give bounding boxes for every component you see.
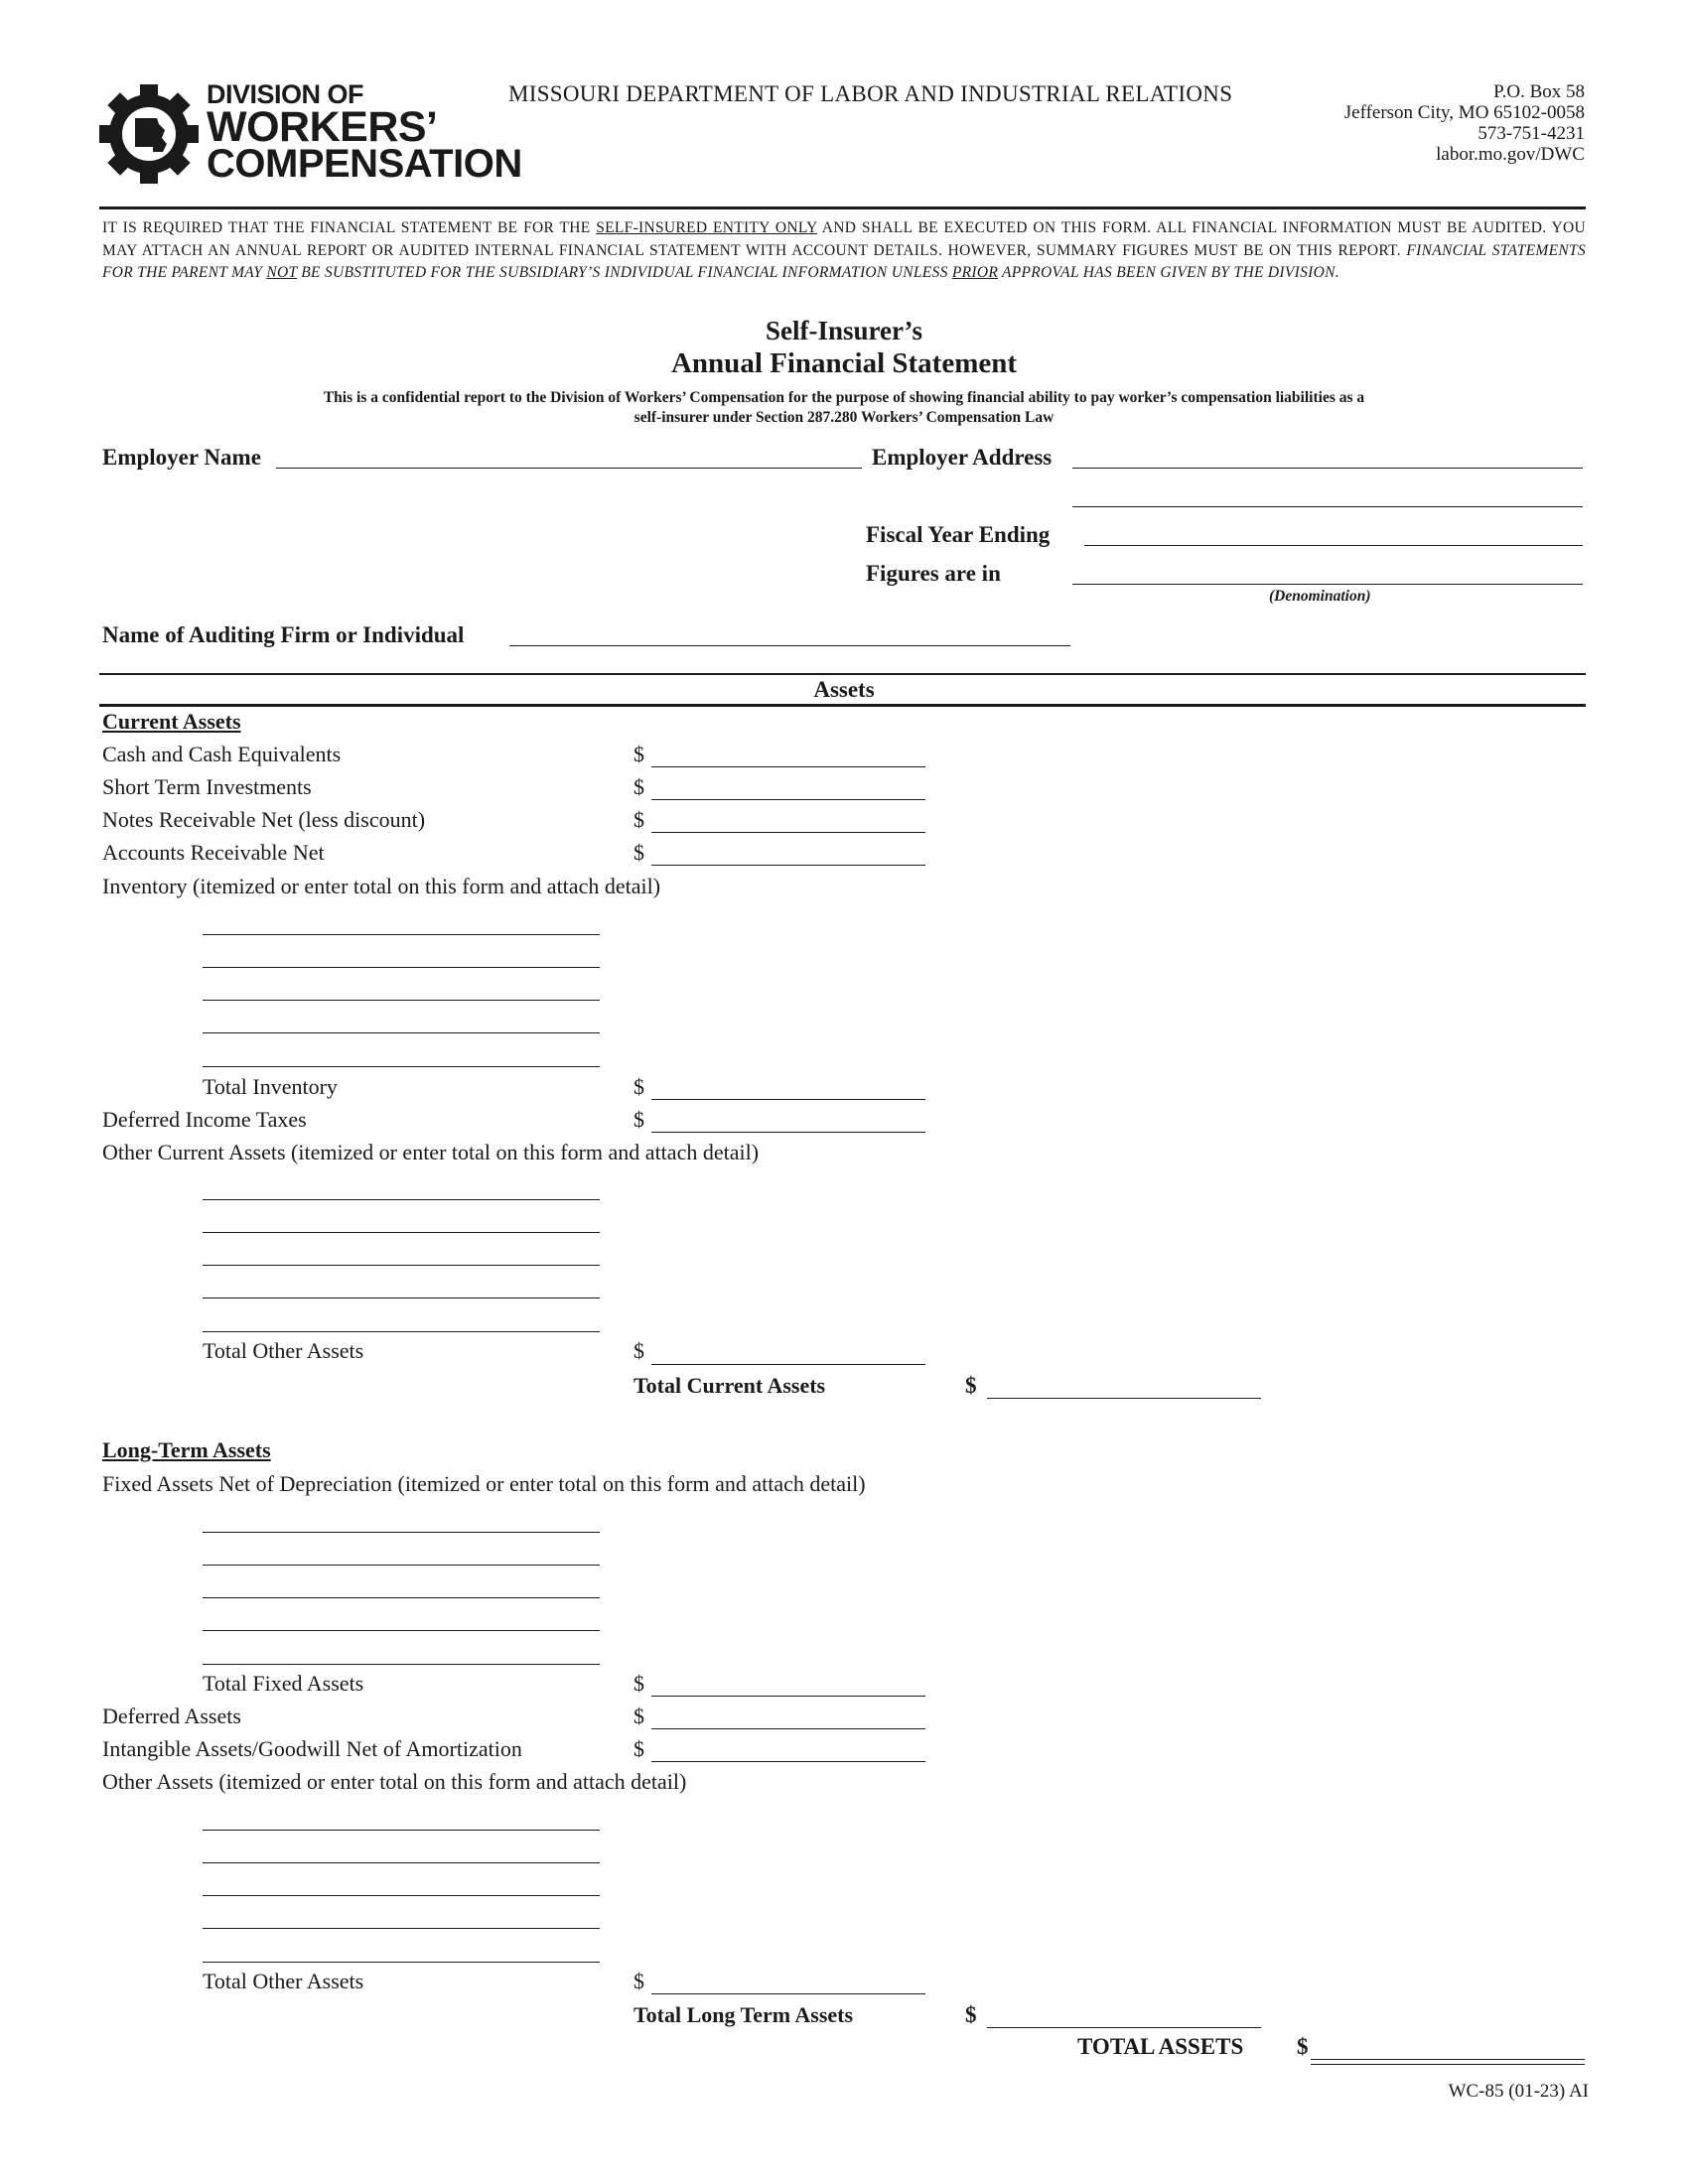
address-line-2: Jefferson City, MO 65102-0058 (1343, 102, 1585, 123)
division-address (1344, 81, 1585, 165)
instructions-notice (102, 217, 1586, 285)
inventory-item-field[interactable] (203, 1066, 600, 1067)
inventory-item-field[interactable] (203, 967, 600, 968)
denomination-caption: (Denomination) (1269, 588, 1371, 605)
other-current-item-field[interactable] (203, 1232, 600, 1233)
fixed-assets-item-field[interactable] (203, 1532, 600, 1533)
address-line-1: P.O. Box 58 (1493, 81, 1585, 102)
dwc-logo (99, 79, 522, 189)
long-term-assets-heading: Long-Term Assets (102, 1437, 271, 1462)
total-inventory-label: Total Inventory (203, 1074, 338, 1099)
notice-italic-1: FINANCIAL STATEMENTS FOR THE PARENT MAY (102, 241, 1586, 281)
employer-name-label: Employer Name (102, 445, 261, 470)
total-inventory-amount-field[interactable] (651, 1099, 925, 1100)
notice-italic-2: BE SUBSTITUTED FOR THE SUBSIDIARY’S INDIVIDUAL FINANCIAL INFORMATION UNLESS (297, 264, 952, 281)
auditing-firm-label: Name of Auditing Firm or Individual (102, 622, 465, 647)
total-current-assets-label: Total Current Assets (633, 1373, 826, 1398)
notice-italic-underlined-1: NOT (266, 264, 298, 281)
form-code: WC-85 (01-23) AI (1448, 2081, 1589, 2102)
current-assets-heading: Current Assets (102, 709, 241, 734)
fixed-assets-item-field[interactable] (203, 1630, 600, 1631)
notice-underlined-1: SELF-INSURED ENTITY ONLY (596, 219, 817, 236)
fiscal-year-field[interactable] (1084, 545, 1583, 546)
subtitle-line-2: self-insurer under Section 287.280 Workers’ Compensation Law (633, 409, 1055, 426)
intangible-label: Intangible Assets/Goodwill Net of Amortization (102, 1736, 522, 1761)
figures-in-label: Figures are in (866, 561, 1001, 586)
fixed-assets-label: Fixed Assets Net of Depreciation (itemized or enter total on this form and attach detail) (102, 1471, 866, 1496)
notice-italic-underlined-2: PRIOR (951, 264, 999, 281)
cash-amount-field[interactable] (651, 766, 925, 767)
total-other-long-term-dollar-sign: $ (633, 1969, 644, 1993)
assets-heading: Assets (813, 677, 875, 702)
total-assets-field[interactable] (1311, 2059, 1585, 2060)
logo-line-3: COMPENSATION (207, 142, 522, 186)
inventory-item-field[interactable] (203, 1000, 600, 1001)
other-assets-item-field[interactable] (203, 1862, 600, 1863)
short-term-label: Short Term Investments (102, 774, 312, 799)
total-other-current-dollar-sign: $ (633, 1338, 644, 1363)
accounts-receivable-label: Accounts Receivable Net (102, 840, 325, 865)
notice-italic-3: APPROVAL HAS BEEN GIVEN BY THE DIVISION. (998, 264, 1339, 281)
logo-line-1: DIVISION OF (207, 79, 364, 109)
intangible-dollar-sign: $ (633, 1736, 644, 1761)
notice-text-1: IT IS REQUIRED THAT THE FINANCIAL STATEMENT BE FOR THE (102, 219, 597, 236)
total-other-long-term-amount-field[interactable] (651, 1993, 925, 1994)
form-title-line-2: Annual Financial Statement (670, 347, 1018, 379)
notes-receivable-dollar-sign: $ (633, 807, 644, 832)
employer-address-field-2[interactable] (1072, 506, 1583, 507)
other-assets-label: Other Assets (itemized or enter total on this form and attach detail) (102, 1769, 687, 1794)
deferred-taxes-amount-field[interactable] (651, 1132, 925, 1133)
notes-receivable-amount-field[interactable] (651, 832, 925, 833)
other-assets-item-field[interactable] (203, 1962, 600, 1963)
denomination-field[interactable] (1072, 584, 1583, 585)
total-other-current-label: Total Other Assets (203, 1338, 364, 1363)
total-assets-dollar-sign: $ (1297, 2034, 1309, 2059)
auditing-firm-field[interactable] (509, 645, 1070, 646)
fixed-assets-item-field[interactable] (203, 1565, 600, 1566)
inventory-item-field[interactable] (203, 1032, 600, 1033)
total-long-term-dollar-sign: $ (965, 2002, 977, 2027)
fixed-assets-item-field[interactable] (203, 1597, 600, 1598)
deferred-assets-label: Deferred Assets (102, 1704, 241, 1728)
address-line-3: 573-751-4231 (1477, 123, 1585, 144)
employer-address-field-1[interactable] (1072, 468, 1583, 469)
gear-missouri-icon (99, 79, 199, 189)
total-assets-label: TOTAL ASSETS (1077, 2034, 1244, 2059)
department-name: MISSOURI DEPARTMENT OF LABOR AND INDUSTRIAL RELATIONS (508, 81, 1233, 106)
total-current-assets-field[interactable] (987, 1398, 1261, 1399)
total-long-term-label: Total Long Term Assets (633, 2002, 854, 2027)
notes-receivable-label: Notes Receivable Net (less discount) (102, 807, 426, 832)
total-fixed-dollar-sign: $ (633, 1671, 644, 1696)
deferred-assets-dollar-sign: $ (633, 1704, 644, 1728)
assets-top-rule (99, 673, 1586, 675)
inventory-label: Inventory (itemized or enter total on this form and attach detail) (102, 874, 661, 898)
total-other-long-term-label: Total Other Assets (203, 1969, 364, 1993)
total-inventory-dollar-sign: $ (633, 1074, 644, 1099)
other-current-item-field[interactable] (203, 1199, 600, 1200)
total-long-term-assets-field[interactable] (987, 2027, 1261, 2028)
deferred-taxes-label: Deferred Income Taxes (102, 1107, 307, 1132)
notice-text-2: AND SHALL BE EXECUTED ON THIS FORM. ALL FINANCIAL INFORMATION MUST BE AUDITED. YOU MAY ATTACH AN ANNUAL REPORT OR AUDITED INTERNAL FINANCIAL STATEMENT WITH ACCOUNT DETAILS. HOWEVER, SUMMARY FIGURES MUST BE ON THIS REPORT. (102, 219, 1586, 259)
header-divider (99, 206, 1586, 209)
employer-name-field[interactable] (276, 468, 862, 469)
other-current-label: Other Current Assets (itemized or enter total on this form and attach detail) (102, 1140, 760, 1164)
other-assets-item-field[interactable] (203, 1928, 600, 1929)
total-fixed-label: Total Fixed Assets (203, 1671, 364, 1696)
deferred-taxes-dollar-sign: $ (633, 1107, 644, 1132)
fiscal-year-label: Fiscal Year Ending (866, 522, 1051, 547)
form-subtitle (149, 388, 1539, 428)
cash-dollar-sign: $ (633, 742, 644, 766)
total-current-dollar-sign: $ (965, 1373, 977, 1398)
assets-bottom-rule (99, 704, 1586, 707)
other-assets-item-field[interactable] (203, 1830, 600, 1831)
accounts-receivable-dollar-sign: $ (633, 840, 644, 865)
intangible-amount-field[interactable] (651, 1761, 925, 1762)
fixed-assets-item-field[interactable] (203, 1664, 600, 1665)
total-fixed-amount-field[interactable] (651, 1696, 925, 1697)
accounts-receivable-amount-field[interactable] (651, 865, 925, 866)
other-current-item-field[interactable] (203, 1297, 600, 1298)
other-current-item-field[interactable] (203, 1265, 600, 1266)
logo-line-2: WORKERS’ (207, 103, 438, 151)
other-assets-item-field[interactable] (203, 1895, 600, 1896)
deferred-assets-amount-field[interactable] (651, 1728, 925, 1729)
total-assets-double-underline (1311, 2064, 1585, 2065)
address-line-4[interactable]: labor.mo.gov/DWC (1436, 144, 1585, 165)
inventory-item-field[interactable] (203, 934, 600, 935)
short-term-amount-field[interactable] (651, 799, 925, 800)
short-term-dollar-sign: $ (633, 774, 644, 799)
subtitle-line-1: This is a confidential report to the Division of Workers’ Compensation for the purpose of showing financial ability to pay worker’s compensation liabilities as a (323, 389, 1365, 406)
form-title-line-1: Self-Insurer’s (766, 316, 922, 345)
other-current-item-field[interactable] (203, 1331, 600, 1332)
employer-address-label: Employer Address (872, 445, 1053, 470)
cash-label: Cash and Cash Equivalents (102, 742, 342, 766)
total-other-current-amount-field[interactable] (651, 1364, 925, 1365)
